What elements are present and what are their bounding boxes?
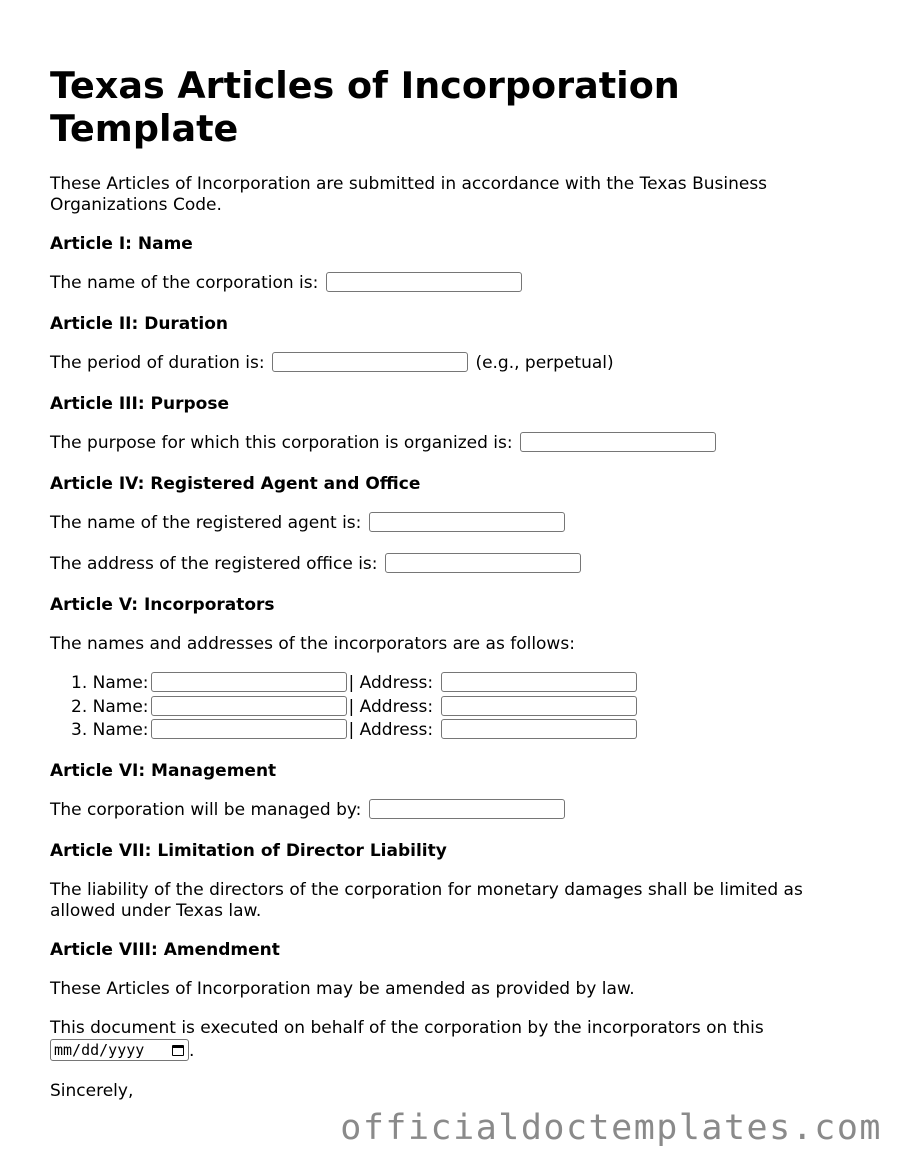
item-number: 3. <box>71 720 88 740</box>
list-item <box>71 696 639 720</box>
execution-end-period: . <box>189 1041 195 1061</box>
article-7-heading: Article VII: Limitation of Director Liability <box>50 841 447 861</box>
name-label: Name: <box>92 720 149 740</box>
article-3-heading: Article III: Purpose <box>50 394 229 414</box>
intro-text: These Articles of Incorporation are submitted in accordance with the Texas Business Organizations Code. <box>50 174 768 215</box>
incorporators-intro: The names and addresses of the incorporators are as follows: <box>50 634 575 654</box>
management-field[interactable] <box>369 799 565 819</box>
article-6-line <box>50 800 567 821</box>
registered-agent-label: The name of the registered agent is: <box>50 513 362 533</box>
article-4-agent-line <box>50 513 567 534</box>
incorporator-2-name-field[interactable] <box>151 696 347 716</box>
incorporator-1-name-field[interactable] <box>151 672 347 692</box>
watermark: officialdoctemplates.com <box>340 1108 882 1148</box>
amendment-text: These Articles of Incorporation may be amended as provided by law. <box>50 979 635 999</box>
management-label: The corporation will be managed by: <box>50 800 362 820</box>
address-label: | Address: <box>348 673 434 693</box>
list-item <box>71 719 639 743</box>
article-1-heading: Article I: Name <box>50 234 193 254</box>
calendar-icon[interactable] <box>172 1045 184 1056</box>
article-1-line <box>50 273 524 294</box>
execution-date-line <box>50 1040 194 1062</box>
registered-office-field[interactable] <box>385 553 581 573</box>
name-label: Name: <box>92 696 149 717</box>
item-number: 2. <box>71 696 88 717</box>
list-item <box>71 672 639 696</box>
article-2-heading: Article II: Duration <box>50 314 229 334</box>
article-8-heading: Article VIII: Amendment <box>50 940 280 960</box>
purpose-label: The purpose for which this corporation is organized is: <box>50 433 513 453</box>
corporation-name-field[interactable] <box>326 272 522 292</box>
registered-office-label: The address of the registered office is: <box>50 554 378 574</box>
page-title: Texas Articles of Incorporation Template <box>50 64 680 150</box>
date-placeholder: mm/dd/yyyy <box>54 1040 145 1059</box>
execution-date-input[interactable] <box>50 1039 189 1061</box>
incorporator-1-address-field[interactable] <box>441 672 637 692</box>
closing-text: Sincerely, <box>50 1081 134 1101</box>
incorporator-3-name-field[interactable] <box>151 719 347 739</box>
duration-label: The period of duration is: <box>50 353 265 373</box>
article-3-line <box>50 433 718 454</box>
article-2-line <box>50 353 614 374</box>
incorporator-3-address-field[interactable] <box>441 719 637 739</box>
name-label: Name: <box>92 673 149 693</box>
purpose-field[interactable] <box>520 432 716 452</box>
article-4-heading: Article IV: Registered Agent and Office <box>50 474 421 494</box>
article-6-heading: Article VI: Management <box>50 761 277 781</box>
incorporator-2-address-field[interactable] <box>441 696 637 716</box>
registered-agent-field[interactable] <box>369 512 565 532</box>
address-label: | Address: <box>348 720 434 740</box>
address-label: | Address: <box>348 696 434 717</box>
incorporators-list <box>71 672 639 743</box>
article-4-office-line <box>50 554 583 575</box>
duration-field[interactable] <box>272 352 468 372</box>
liability-text: The liability of the directors of the corporation for monetary damages shall be limited as allowed under Texas law. <box>50 880 803 921</box>
execution-text: This document is executed on behalf of the corporation by the incorporators on this <box>50 1018 764 1038</box>
corporation-name-label: The name of the corporation is: <box>50 273 319 293</box>
item-number: 1. <box>71 673 88 693</box>
article-5-heading: Article V: Incorporators <box>50 595 275 615</box>
duration-hint: (e.g., perpetual) <box>475 353 614 373</box>
